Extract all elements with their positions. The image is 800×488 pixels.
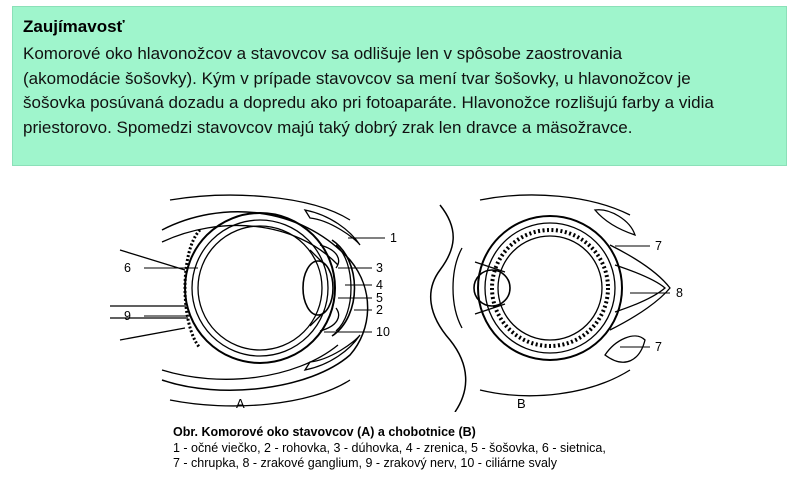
letter-a: A — [236, 396, 245, 411]
number-labels — [124, 231, 683, 354]
label-8: 8 — [676, 286, 683, 300]
label-4: 4 — [376, 278, 383, 292]
figure-caption — [173, 425, 653, 472]
caption-title: Obr. Komorové oko stavovcov (A) a chobotnice (B) — [173, 425, 476, 439]
eye-b-drawing — [431, 195, 670, 412]
eye-diagram-figure — [110, 190, 710, 412]
eye-diagram — [110, 190, 710, 412]
info-line: šošovka posúvaná dozadu a dopredu ako pri fotoaparáte. Hlavonožce rozlišujú farby a vidia — [23, 93, 714, 112]
label-5: 5 — [376, 291, 383, 305]
info-line: Komorové oko hlavonožcov a stavovcov sa odlišuje len v spôsobe zaostrovania — [23, 44, 623, 63]
info-box — [12, 6, 787, 166]
info-paragraph — [23, 42, 774, 140]
eye-a-drawing — [110, 195, 368, 406]
label-9: 9 — [124, 309, 131, 323]
info-title: Zaujímavosť — [23, 17, 125, 36]
label-6: 6 — [124, 261, 131, 275]
caption-line: 7 - chrupka, 8 - zrakové ganglium, 9 - zrakový nerv, 10 - ciliárne svaly — [173, 456, 557, 470]
info-line: priestorovo. Spomedzi stavovcov majú taký dobrý zrak len dravce a mäsožravce. — [23, 117, 633, 137]
letter-b: B — [517, 396, 526, 411]
label-7-bottom: 7 — [655, 340, 662, 354]
label-3: 3 — [376, 261, 383, 275]
label-7-top: 7 — [655, 239, 662, 253]
info-line: (akomodácie šošovky). Kým v prípade stavovcov sa mení tvar šošovky, u hlavonožcov je — [23, 68, 691, 88]
caption-line: 1 - očné viečko, 2 - rohovka, 3 - dúhovka, 4 - zrenica, 5 - šošovka, 6 - sietnica, — [173, 440, 606, 455]
label-10: 10 — [376, 325, 390, 339]
label-2: 2 — [376, 303, 383, 317]
label-1: 1 — [390, 231, 397, 245]
